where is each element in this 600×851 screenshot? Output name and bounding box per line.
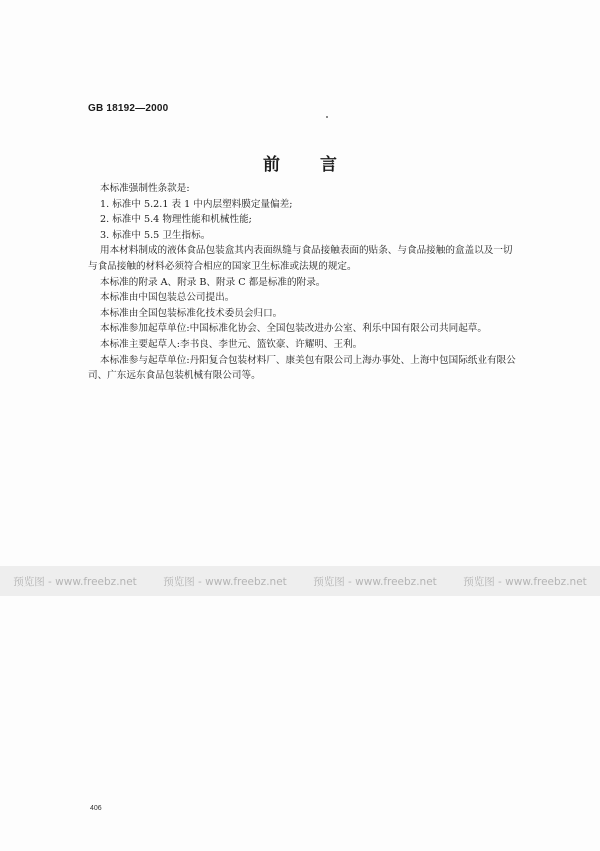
- watermark-text: 预览图 - www.freebz.net: [13, 575, 137, 588]
- scan-dot: [326, 116, 328, 118]
- paragraph: 3. 标准中 5.5 卫生指标。: [100, 229, 211, 241]
- paragraph: 本标准由全国包装标准化技术委员会归口。: [100, 307, 283, 319]
- paragraph: 本标准主要起草人:李书良、李世元、篮钦豪、许耀明、王利。: [100, 338, 363, 350]
- paragraph: 本标准参加起草单位:中国标准化协会、全国包装改进办公室、利乐中国有限公司共同起草。: [100, 323, 487, 335]
- watermark-text: 预览图 - www.freebz.net: [163, 575, 287, 588]
- paragraph: 本标准强制性条款是:: [100, 183, 190, 194]
- paragraph: 本标准由中国包装总公司提出。: [100, 292, 235, 304]
- paragraph: 1. 标准中 5.2.1 表 1 中内层塑料膜定量偏差;: [100, 198, 293, 210]
- page-number: 406: [90, 805, 102, 812]
- watermark-text: 预览图 - www.freebz.net: [463, 575, 587, 588]
- page-title: 前言: [263, 155, 377, 175]
- standard-code: GB 18192—2000: [88, 103, 169, 114]
- paragraph: 用本材料制成的液体食品包装盒其内表面纵缝与食品接触表面的贴条、与食品接触的盒盖以及一切与食品接触的材料必须符合相应的国家卫生标准或法规的规定。: [88, 245, 513, 272]
- paragraph: 本标准的附录 A、附录 B、附录 C 都是标准的附录。: [100, 276, 326, 288]
- body-text: [88, 181, 520, 384]
- watermark-banner: [0, 566, 600, 596]
- watermark-text: 预览图 - www.freebz.net: [313, 575, 437, 588]
- paragraph: 本标准参与起草单位:丹阳复合包装材料厂、康美包有限公司上海办事处、上海中包国际纸业有限公司、广东远东食品包装机械有限公司等。: [88, 354, 516, 382]
- paragraph: 2. 标准中 5.4 物理性能和机械性能;: [100, 214, 252, 226]
